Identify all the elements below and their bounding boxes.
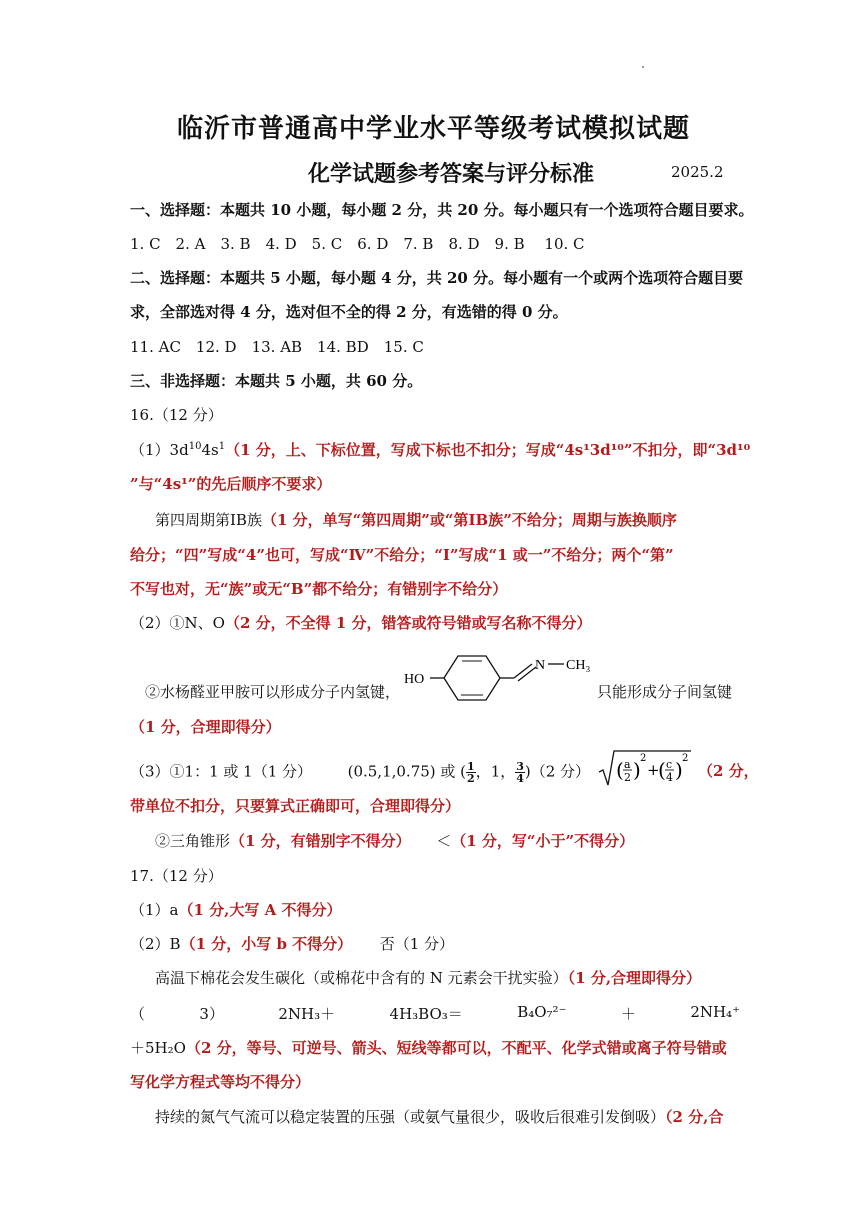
q16-p7-answer2: ＜ <box>436 832 452 850</box>
sqrt-a: a <box>624 758 631 771</box>
eq-item: B₄O₇²⁻ <box>517 1003 567 1021</box>
page-title: 临沂市普通高中学业水平等级考试模拟试题 <box>176 114 690 144</box>
section1-answers: 1. C 2. A 3. B 4. D 5. C 6. D 7. B 8. D 9. B 10. C <box>130 235 585 253</box>
q17-part1 <box>130 900 341 920</box>
q17-p1-answer: （1）a <box>130 901 179 919</box>
sqrt-c: c <box>666 758 673 771</box>
q16-p6-scoring-cont: 带单位不扣分，只要算式正确即可，合理即得分） <box>130 797 461 815</box>
eq-item: 2NH₃＋ <box>278 1005 336 1023</box>
q17-p7-scoring: （2 分,合 <box>665 1108 724 1126</box>
molecule-structure <box>402 650 602 710</box>
q16-p6-a: （3）①1：1 或 1（1 分） <box>130 762 313 781</box>
q17-p2-answer: （2）B <box>130 935 181 953</box>
q16-p6-b: (0.5,1,0.75) 或 ( <box>347 762 467 781</box>
mol-bond <box>514 664 532 678</box>
eq-item: 2NH₄⁺ <box>690 1003 740 1021</box>
q16-part1b <box>155 510 677 530</box>
frac-num: 3 <box>516 760 524 773</box>
paren-close: ) <box>633 758 641 782</box>
frac-num: 1 <box>467 760 475 773</box>
eq-item: ＋ <box>620 1005 636 1023</box>
q16-p1-answer-b: 4s <box>201 441 219 459</box>
eq-item: 4H₃BO₃＝ <box>389 1005 463 1023</box>
exp-two: 2 <box>640 753 647 764</box>
q17-p7-answer: 持续的氮气气流可以稳定装置的压强（或氨气量很少，吸收后很难引发倒吸） <box>155 1108 666 1126</box>
q17-p3-scoring: （1 分,合理即得分） <box>567 969 702 987</box>
section2-heading: 二、选择题：本题共 5 小题，每小题 4 分，共 20 分。每小题有一个或两个选项符合题目要 <box>130 269 744 287</box>
exp-two: 2 <box>682 753 689 764</box>
q16-p1-answer-a: （1）3d <box>130 441 189 459</box>
frac-den: 4 <box>516 772 524 785</box>
q16-p1-scoring-cont: ”与“4s¹”的先后顺序不要求） <box>130 475 332 493</box>
q16-p6-d: )（2 分） <box>524 762 591 781</box>
mol-ho-label: HO <box>404 672 425 687</box>
paren-open: ( <box>616 758 624 782</box>
q16-part3b <box>155 831 634 851</box>
q17-label: 17.（12 分） <box>130 867 223 885</box>
q16-p4-text1: ②水杨醛亚甲胺可以形成分子内氢键， <box>145 683 401 701</box>
mol-ch3-label: CH₃ <box>566 658 591 673</box>
q16-p7-answer1: ②三角锥形 <box>155 832 231 850</box>
q16-p2-scoring-cont2: 不写也对，无“族”或无“B”都不给分；有错别字不给分） <box>130 580 508 598</box>
q16-part2 <box>130 613 592 633</box>
frac-den: 2 <box>467 772 475 785</box>
sqrt-two: 2 <box>624 771 631 784</box>
q17-part3b <box>155 1107 723 1127</box>
q16-label: 16.（12 分） <box>130 406 223 424</box>
q16-p1-scoring: （1 分，上、下标位置，写成下标也不扣分；写成“4s¹3d¹⁰”不扣分，即“3d¹⁰ <box>225 441 751 459</box>
mol-double-bond <box>518 667 536 681</box>
q17-part2 <box>130 934 454 954</box>
eq-item: 3） <box>199 1005 224 1023</box>
paren-open: ( <box>658 758 666 782</box>
q16-p4-text2: 只能形成分子间氢键 <box>597 683 733 701</box>
page-subtitle: 化学试题参考答案与评分标准 <box>308 161 595 187</box>
q16-p7-scoring1: （1 分，有错别字不得分） <box>230 832 411 850</box>
q16-part3 <box>130 761 590 784</box>
section2-answers: 11. AC 12. D 13. AB 14. BD 15. C <box>130 338 424 356</box>
q16-p6-scoring: （2 分， <box>698 762 759 780</box>
mol-n-label: N <box>535 658 546 673</box>
benzene-ring <box>444 656 500 700</box>
q16-p2-answer: 第四周期第ⅠB族 <box>155 511 262 529</box>
eq-item: （ <box>130 1005 146 1023</box>
q17-p2-answer2: 否（1 分） <box>379 935 455 953</box>
paren-close: ) <box>675 758 683 782</box>
q16-p3-answer: （2）①N、O <box>130 614 225 632</box>
q16-p1-sup2: 1 <box>218 441 226 452</box>
exam-date: 2025.2 <box>671 163 724 181</box>
section1-heading: 一、选择题：本题共 10 小题，每小题 2 分，共 20 分。每小题只有一个选项符合题目要求。 <box>130 201 754 219</box>
q17-equation-line <box>130 1003 740 1024</box>
q16-p5-scoring: （1 分，合理即得分） <box>130 718 281 736</box>
q17-part2b <box>155 968 701 988</box>
q16-p6-c: ，1， <box>475 762 516 781</box>
sqrt-four: 4 <box>666 771 673 784</box>
q16-p3-scoring: （2 分，不全得 1 分，错答或符号错或写名称不得分） <box>224 614 592 632</box>
q16-part1 <box>130 440 750 460</box>
q17-p1-scoring: （1 分,大写 A 不得分） <box>178 901 342 919</box>
sqrt-formula <box>598 748 692 788</box>
q16-p1-sup1: 10 <box>188 441 202 452</box>
scan-dot <box>642 66 644 68</box>
q17-p6-scoring: 写化学方程式等均不得分） <box>130 1073 311 1091</box>
fraction-three-quarters <box>515 761 525 784</box>
q17-p5-answer: ＋5H₂O <box>130 1039 186 1057</box>
plus-sign: + <box>647 761 660 779</box>
fraction-one-half <box>466 761 476 784</box>
section3-heading: 三、非选择题：本题共 5 小题，共 60 分。 <box>130 372 423 390</box>
q17-p2-scoring: （1 分，小写 b 不得分） <box>180 935 353 953</box>
q17-p5-scoring: （2 分，等号、可逆号、箭头、短线等都可以，不配平、化学式错或离子符号错或 <box>185 1039 727 1057</box>
section2-heading-cont: 求，全部选对得 4 分，选对但不全的得 2 分，有选错的得 0 分。 <box>130 303 568 321</box>
q17-part3 <box>130 1038 727 1058</box>
q17-p3-answer: 高温下棉花会发生碳化（或棉花中含有的 N 元素会干扰实验） <box>155 969 568 987</box>
q16-p7-scoring2: （1 分，写“小于”不得分） <box>451 832 635 850</box>
q16-p2-scoring: （1 分，单写“第四周期”或“第ⅠB族”不给分；周期与族换顺序 <box>261 511 677 529</box>
q16-p2-scoring-cont: 给分；“四”写成“4”也可，写成“Ⅳ”不给分；“Ⅰ”写成“1 或一”不给分；两个“第” <box>130 546 674 564</box>
